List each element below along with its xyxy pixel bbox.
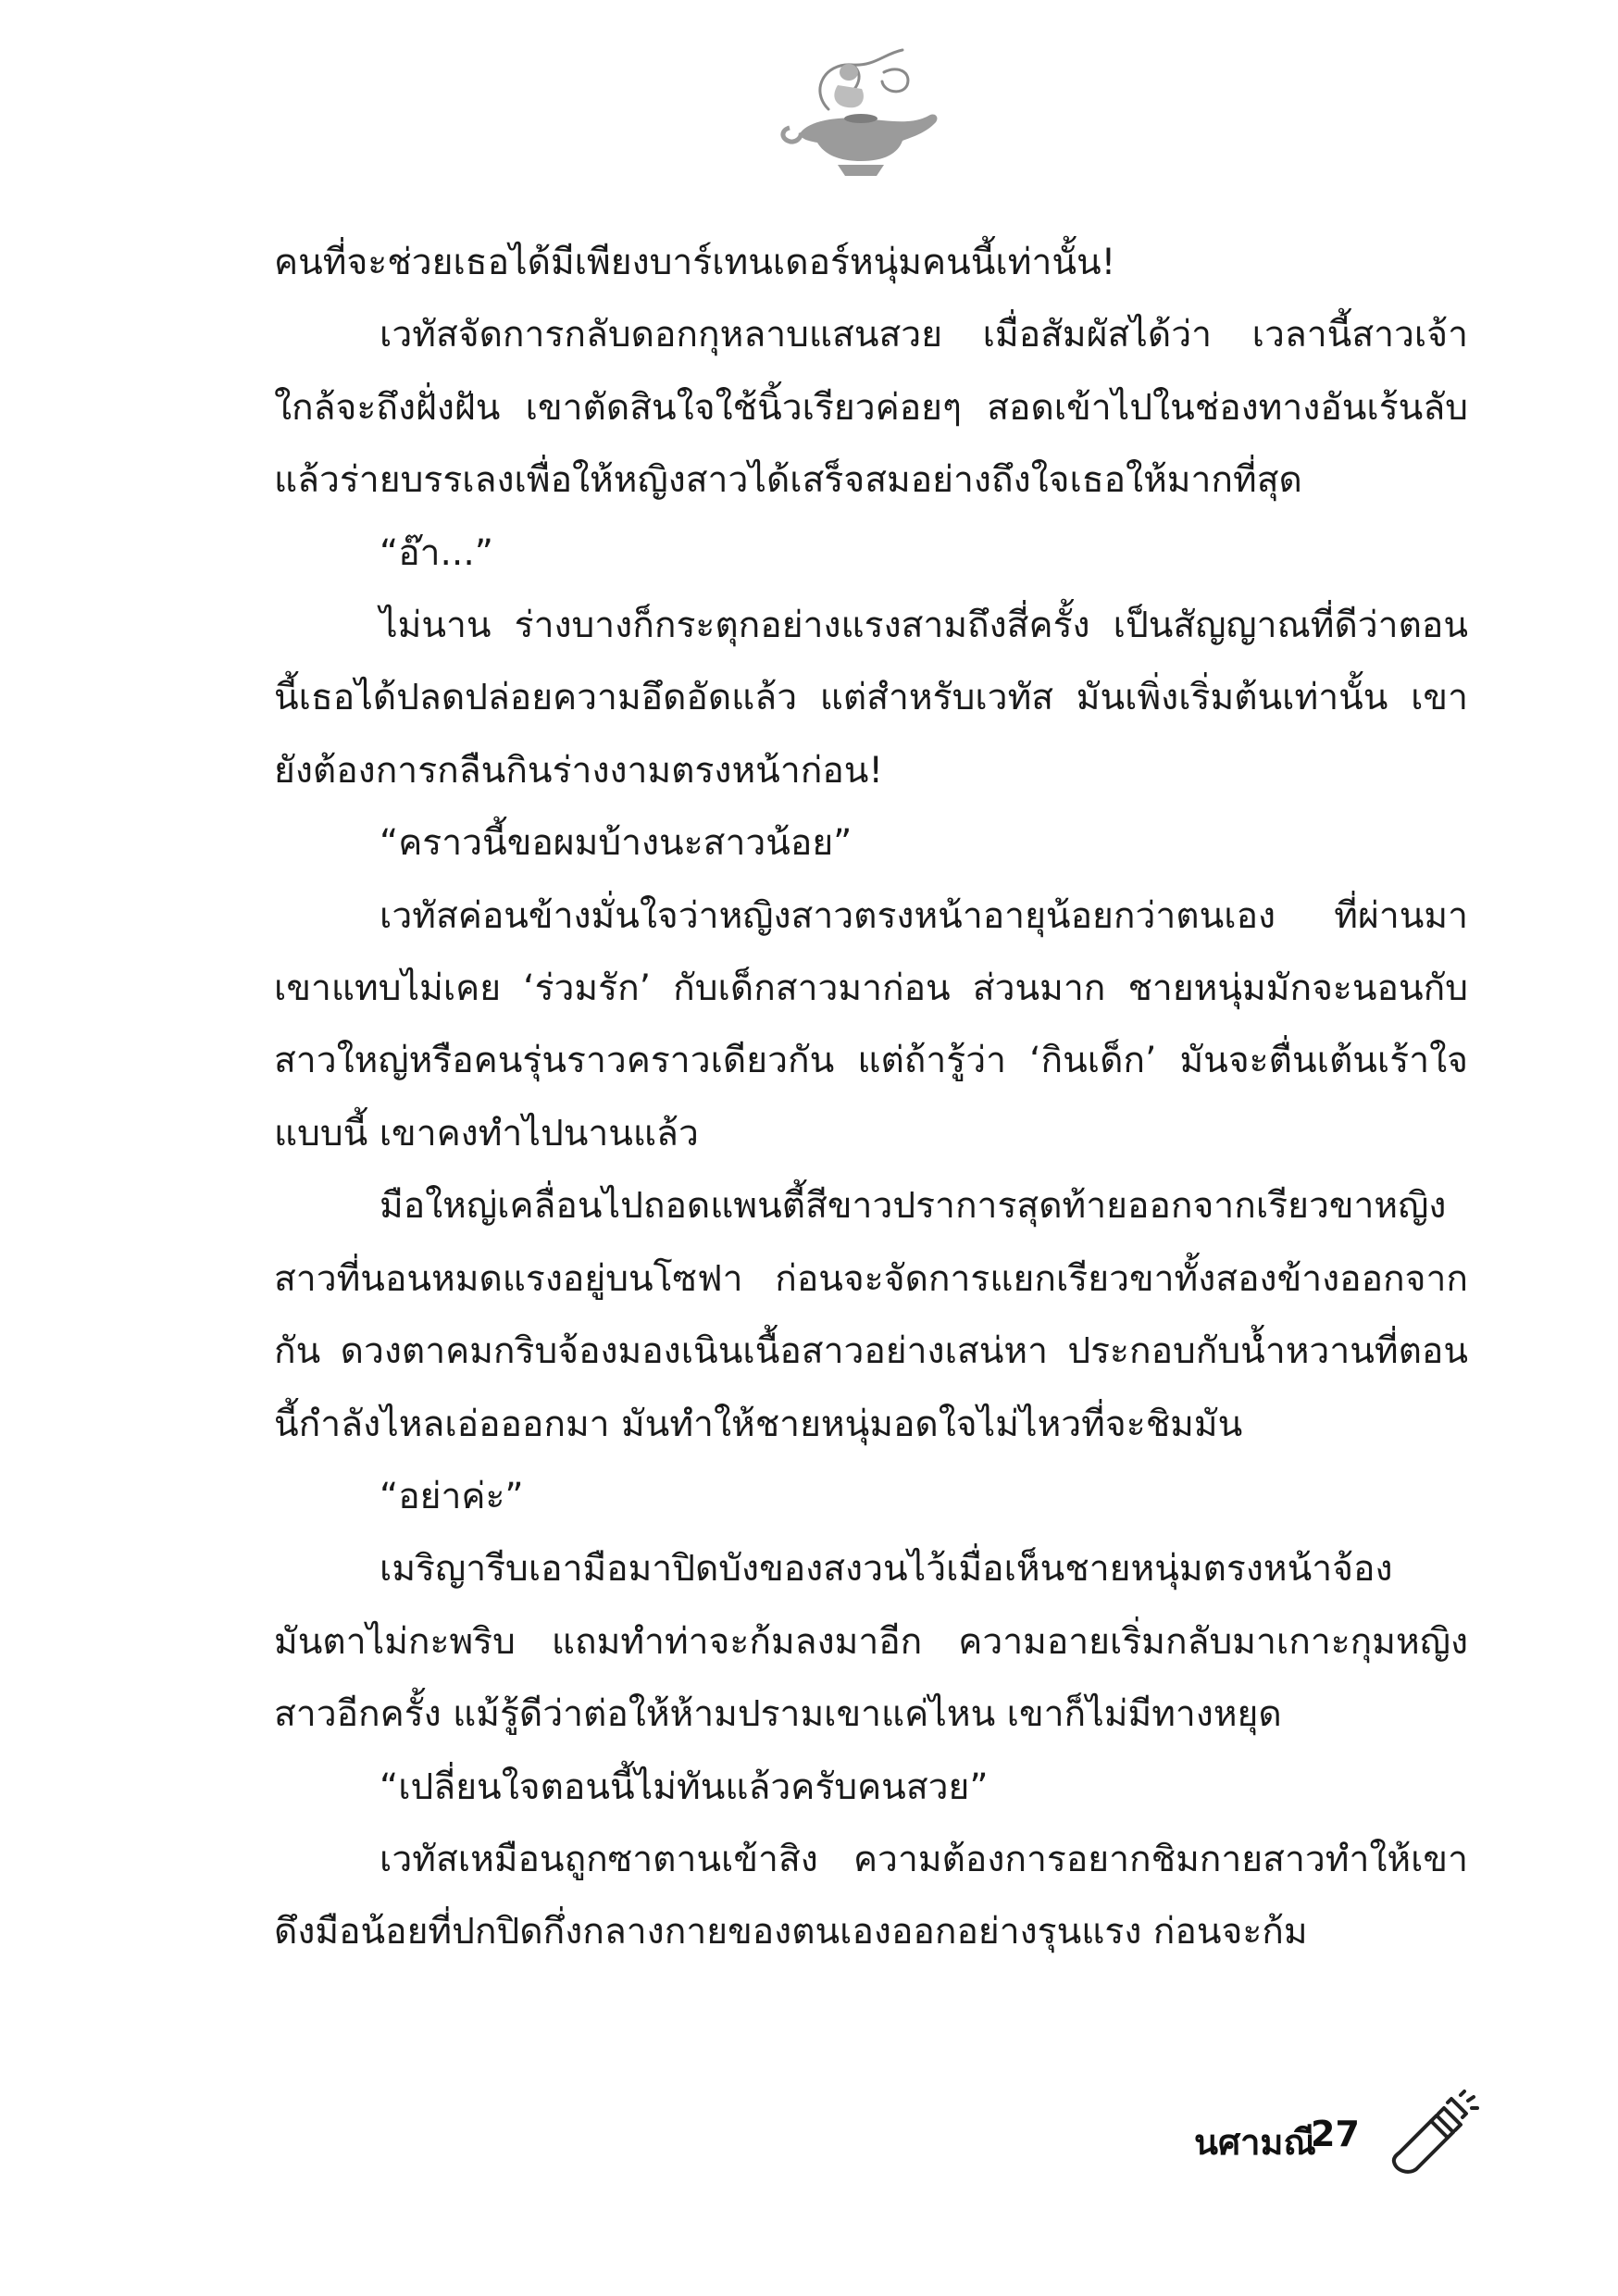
page-footer xyxy=(1194,2088,1490,2199)
body-text xyxy=(274,227,1468,2078)
page-number: 27 xyxy=(1311,2114,1360,2154)
paragraph: คนที่จะช่วยเธอได้มีเพียงบาร์เทนเดอร์หนุ่มคนนี้เท่านั้น! xyxy=(274,242,1116,283)
paragraph: เมริญารีบเอามือมาปิดบังของสงวนไว้เมื่อเห็นชายหนุ่มตรงหน้าจ้องมันตาไม่กะพริบ แถมทำท่าจะก้มลงมาอีก ความอายเริ่มกลับมาเกาะกุมหญิงสาวอีกครั้ง แม้รู้ดีว่าต่อให้ห้ามปรามเขาแค่ไหน เขาก็ไม่มีทางหยุด xyxy=(274,1548,1468,1736)
cocktail-shaker-icon xyxy=(1379,2088,1481,2190)
paragraph: “เปลี่ยนใจตอนนี้ไม่ทันแล้วครับคนสวย” xyxy=(380,1766,989,1808)
paragraph: “อย่าค่ะ” xyxy=(380,1475,524,1517)
paragraph: เวทัสเหมือนถูกซาตานเข้าสิง ความต้องการอยากชิมกายสาวทำให้เขาดึงมือน้อยที่ปกปิดกึ่งกลางกายของตนเองออกอย่างรุนแรง ก่อนจะก้ม xyxy=(274,1838,1468,1953)
paragraph: เวทัสจัดการกลับดอกกุหลาบแสนสวย เมื่อสัมผัสได้ว่า เวลานี้สาวเจ้าใกล้จะถึงฝั่งฝัน เขาตัดสินใจใช้นิ้วเรียวค่อยๆ สอดเข้าไปในช่องทางอันเร้นลับ แล้วร่ายบรรเลงเพื่อให้หญิงสาวได้เสร็จสมอย่างถึงใจเธอให้มากที่สุด xyxy=(274,314,1468,502)
paragraph: เวทัสค่อนข้างมั่นใจว่าหญิงสาวตรงหน้าอายุน้อยกว่าตนเอง ที่ผ่านมาเขาแทบไม่เคย ‘ร่วมรัก’ กับเด็กสาวมาก่อน ส่วนมาก ชายหนุ่มมักจะนอนกับสาวใหญ่หรือคนรุ่นราวคราวเดียวกัน แต่ถ้ารู้ว่า ‘กินเด็ก’ มันจะตื่นเต้นเร้าใจแบบนี้ เขาคงทำไปนานแล้ว xyxy=(274,894,1468,1154)
genie-lamp-icon xyxy=(773,44,949,183)
paragraph: “อ๊า...” xyxy=(380,531,493,574)
paragraph: ไม่นาน ร่างบางก็กระตุกอย่างแรงสามถึงสี่ครั้ง เป็นสัญญาณที่ดีว่าตอนนี้เธอได้ปลดปล่อยความอึดอัดแล้ว แต่สำหรับเวทัส มันเพิ่งเริ่มต้นเท่านั้น เขายังต้องการกลืนกินร่างงามตรงหน้าก่อน! xyxy=(274,605,1468,792)
paragraph: “คราวนี้ขอผมบ้างนะสาวน้อย” xyxy=(380,822,853,865)
footer-author: นศามณี xyxy=(1194,2122,1316,2163)
paragraph: มือใหญ่เคลื่อนไปถอดแพนตี้สีขาวปราการสุดท้ายออกจากเรียวขาหญิงสาวที่นอนหมดแรงอยู่บนโซฟา ก่อนจะจัดการแยกเรียวขาทั้งสองข้างออกจากกัน ดวงตาคมกริบจ้องมองเนินเนื้อสาวอย่างเสน่หา ประกอบกับน้ำหวานที่ตอนนี้กำลังไหลเอ่อออกมา มันทำให้ชายหนุ่มอดใจไม่ไหวที่จะชิมมัน xyxy=(274,1185,1468,1445)
